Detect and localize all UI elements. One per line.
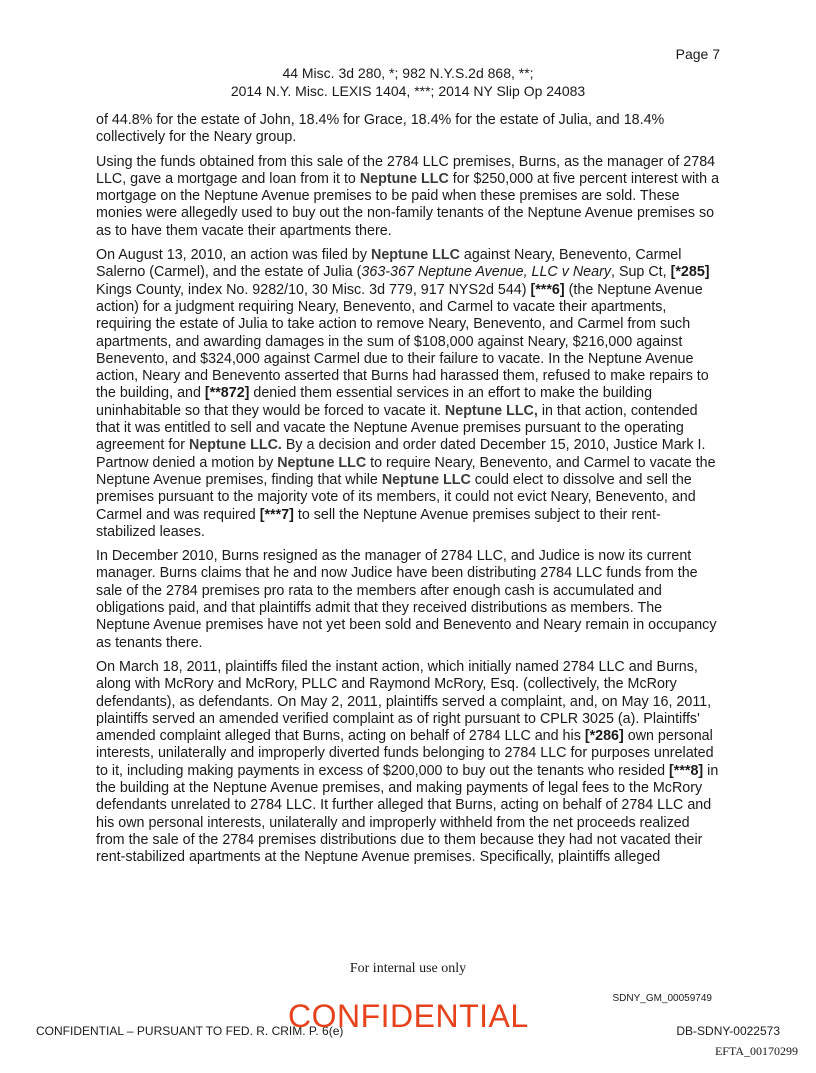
page-reference: [**872] xyxy=(204,385,250,402)
text-run: to sell the Neptune Avenue premises subject to their rent-stabilized leases. xyxy=(96,506,661,540)
text-run: , Sup Ct, xyxy=(611,264,671,281)
entity-highlight: Neptune LLC xyxy=(381,471,471,488)
page-reference: [*286] xyxy=(584,728,624,745)
efta-number: EFTA_00170299 xyxy=(714,1044,798,1058)
text-run: own personal interests, unilaterally and improperly diverted funds belonging to 2784 LLC for purposes unrelated to it, including making payments in excess of $200,000 to buy out the tenants who resided xyxy=(96,728,714,779)
paragraph-1 xyxy=(96,112,720,147)
text-run: against Neary, Benevento, Carmel Salerno (Carmel), and the estate of Julia ( xyxy=(96,247,682,281)
internal-use-note: For internal use only xyxy=(349,961,467,976)
text-run: could elect to dissolve and sell the premises pursuant to the majority vote of its members, it could not evict Neary, Benevento, and Carmel and was required xyxy=(96,471,696,523)
text-run: Using the funds obtained from this sale of the 2784 LLC premises, Burns, as the manager of 2784 LLC, gave a mortgage and loan from it to xyxy=(96,153,716,187)
entity-highlight: Neptune LLC, xyxy=(444,402,538,419)
citation-line-2: 2014 N.Y. Misc. LEXIS 1404, ***; 2014 NY Slip Op 24083 xyxy=(230,83,586,99)
text-run: By a decision and order dated December 15, 2010, Justice Mark I. Partnow denied a motion by xyxy=(96,437,706,471)
paragraph-3 xyxy=(96,247,720,541)
page-number: Page 7 xyxy=(675,46,720,62)
page-reference: [***8] xyxy=(669,762,704,779)
paragraph-5 xyxy=(96,659,720,867)
citation-header xyxy=(0,64,816,100)
text-run: to require Neary, Benevento, and Carmel to vacate the Neptune Avenue premises, finding that while xyxy=(96,454,716,488)
confidential-stamp: CONFIDENTIAL xyxy=(288,998,529,1034)
entity-highlight: Neptune LLC xyxy=(277,454,367,471)
page-reference: [*285] xyxy=(670,264,710,281)
text-run: denied them essential services in an effort to make the building uninhabitable so that they would be forced to vacate it. xyxy=(96,385,653,419)
text-run: On March 18, 2011, plaintiffs filed the instant action, which initially named 2784 LLC and Burns, along with McRory and McRory, PLLC and Raymond McRory, Esq. (collectively, the McRory defendants), as defendants. On May 2, 2011, plaintiffs served a complaint, and, on May 16, 2011, plaintiffs served an amended verified complaint as of right pursuant to CPLR 3025 (a). Plaintiffs' amended complaint alleged that Burns, acting on behalf of 2784 LLC and his xyxy=(96,658,712,745)
case-name: 363-367 Neptune Avenue, LLC v Neary xyxy=(361,264,611,281)
text-run: (the Neptune Avenue action) for a judgment requiring Neary, Benevento, and Carmel to vacate their apartments, requiring the estate of Julia to take action to remove Neary, Benevento, and Carmel from such apartments, and awarding damages in the sum of $108,000 against Neary, $216,000 against Benevento, and $324,000 against Carmel due to their failure to vacate. In the Neptune Avenue action, Neary and Benevento asserted that Burns had harassed them, refused to make repairs to the building, and xyxy=(96,281,709,402)
text-run: in that action, contended that it was entitled to sell and vacate the Neptune Avenue premises pursuant to the operating agreement for xyxy=(96,402,698,454)
bates-number-db: DB-SDNY-0022573 xyxy=(676,1024,780,1038)
text-run: in the building at the Neptune Avenue premises, and making payments of legal fees to the McRory defendants unrelated to 2784 LLC. It further alleged that Burns, acting on behalf of 2784 LLC and his own personal interests, unilaterally and improperly withheld from the net proceeds realized from the sale of the 2784 premises distributions due to them because they had not vacated their rent-stabilized apartments at the Neptune Avenue premises. Specifically, plaintiffs alleged xyxy=(96,762,719,866)
document-body xyxy=(96,112,720,873)
paragraph-2 xyxy=(96,154,720,240)
confidential-notice: CONFIDENTIAL – PURSUANT TO FED. R. CRIM. P. 6(e) xyxy=(36,1024,344,1038)
text-run: On August 13, 2010, an action was filed by xyxy=(96,247,371,264)
page-reference: [***6] xyxy=(530,281,565,298)
paragraph-4 xyxy=(96,548,720,652)
entity-highlight: Neptune LLC xyxy=(371,247,460,264)
text-run: for $250,000 at five percent interest with a mortgage on the Neptune Avenue premises to be paid when these premises are sold. These monies were allegedly used to buy out the non-family tenants of the Neptune Avenue premises so as to have them vacate their apartments there. xyxy=(96,170,720,239)
text-run: Kings County, index No. 9282/10, 30 Misc. 3d 779, 917 NYS2d 544) xyxy=(96,281,531,298)
text-run: of 44.8% for the estate of John, 18.4% for Grace, 18.4% for the estate of Julia, and 18.4% collectively for the Neary group. xyxy=(96,112,665,146)
text-run: In December 2010, Burns resigned as the manager of 2784 LLC, and Judice is now its current manager. Burns claims that he and now Judice have been distributing 2784 LLC funds from the sale of the 2784 premises pro rata to the members after enough cash is accumulated and obligations paid, and that plaintiffs admit that they received distributions as members. The Neptune Avenue premises have not yet been sold and Benevento and Neary remain in occupancy as tenants there. xyxy=(96,548,717,651)
entity-highlight: Neptune LLC xyxy=(359,170,449,187)
citation-line-1: 44 Misc. 3d 280, *; 982 N.Y.S.2d 868, **; xyxy=(282,65,534,81)
page-reference: [***7] xyxy=(259,506,294,523)
entity-highlight: Neptune LLC. xyxy=(188,437,282,454)
bates-number-gm: SDNY_GM_00059749 xyxy=(612,993,712,1004)
